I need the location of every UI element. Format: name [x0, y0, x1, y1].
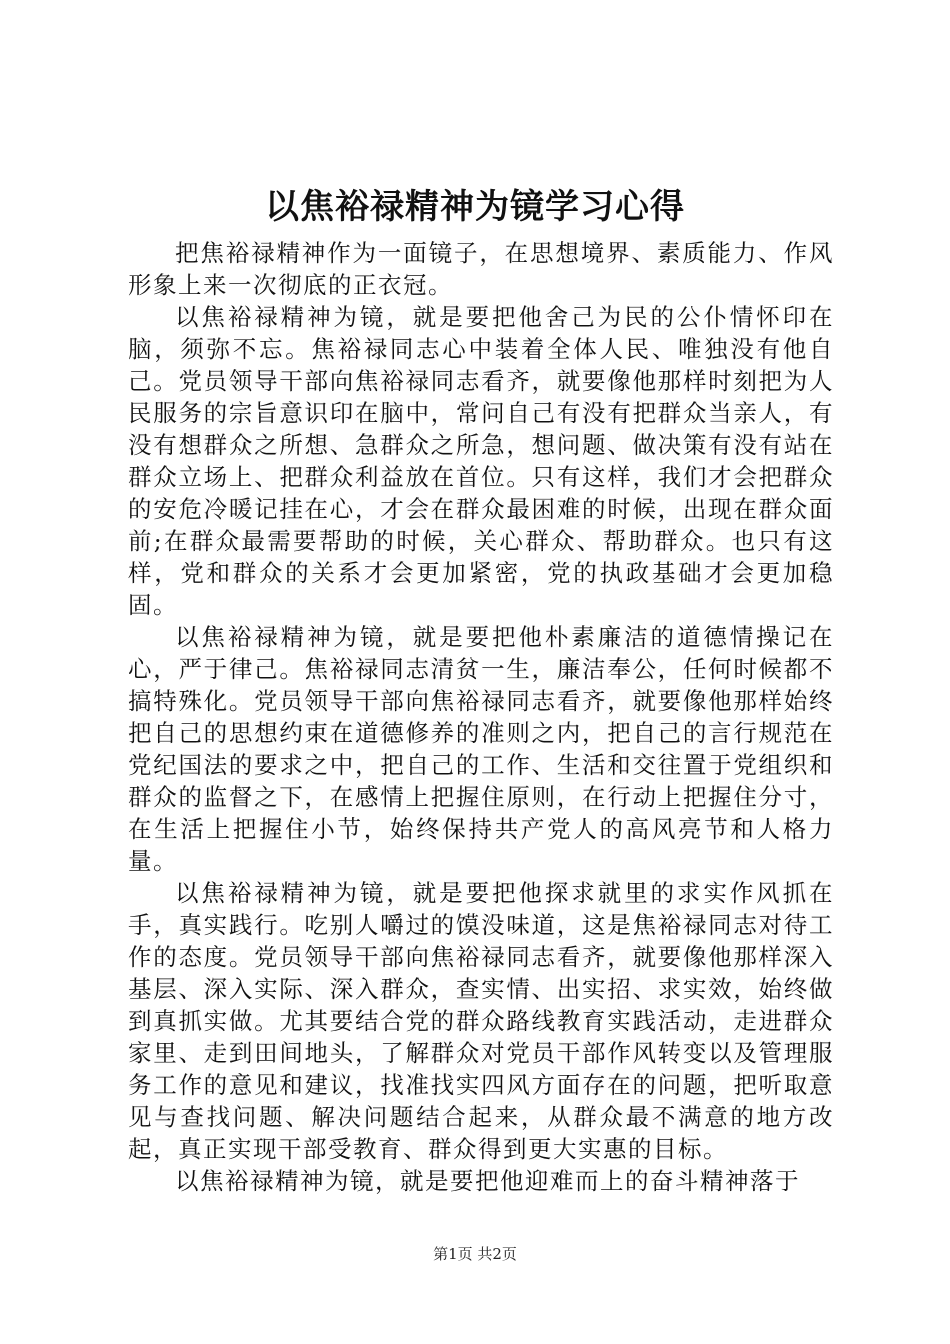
document-body — [128, 237, 834, 1197]
page-footer: 第1页 共2页 — [433, 1245, 517, 1263]
paragraph-1: 把焦裕禄精神作为一面镜子，在思想境界、素质能力、作风形象上来一次彻底的正衣冠。 — [128, 239, 834, 299]
paragraph-3: 以焦裕禄精神为镜，就是要把他朴素廉洁的道德情操记在心，严于律己。焦裕禄同志清贫一生，廉洁奉公，任何时候都不搞特殊化。党员领导干部向焦裕禄同志看齐，就要像他那样始终把自己的思想约束在道德修养的准则之内，把自己的言行规范在党纪国法的要求之中，把自己的工作、生活和交往置于党组织和群众的监督之下，在感情上把握住原则，在行动上把握住分寸，在生活上把握住小节，始终保持共产党人的高风亮节和人格力量。 — [128, 623, 834, 875]
paragraph-2: 以焦裕禄精神为镜，就是要把他舍己为民的公仆情怀印在脑，须弥不忘。焦裕禄同志心中装着全体人民、唯独没有他自己。党员领导干部向焦裕禄同志看齐，就要像他那样时刻把为人民服务的宗旨意识印在脑中，常问自己有没有把群众当亲人，有没有想群众之所想、急群众之所急，想问题、做决策有没有站在群众立场上、把群众利益放在首位。只有这样，我们才会把群众的安危冷暖记挂在心，才会在群众最困难的时候，出现在群众面前;在群众最需要帮助的时候，关心群众、帮助群众。也只有这样，党和群众的关系才会更加紧密，党的执政基础才会更加稳固。 — [128, 303, 834, 619]
paragraph-4: 以焦裕禄精神为镜，就是要把他探求就里的求实作风抓在手，真实践行。吃别人嚼过的馍没味道，这是焦裕禄同志对待工作的态度。党员领导干部向焦裕禄同志看齐，就要像他那样深入基层、深入实际、深入群众，查实情、出实招、求实效，始终做到真抓实做。尤其要结合党的群众路线教育实践活动，走进群众家里、走到田间地头，了解群众对党员干部作风转变以及管理服务工作的意见和建议，找准找实四风方面存在的问题，把听取意见与查找问题、解决问题结合起来，从群众最不满意的地方改起，真正实现干部受教育、群众得到更大实惠的目标。 — [128, 879, 834, 1163]
document-title: 以焦裕禄精神为镜学习心得 — [265, 187, 685, 227]
paragraph-5: 以焦裕禄精神为镜，就是要把他迎难而上的奋斗精神落于 — [175, 1167, 800, 1195]
